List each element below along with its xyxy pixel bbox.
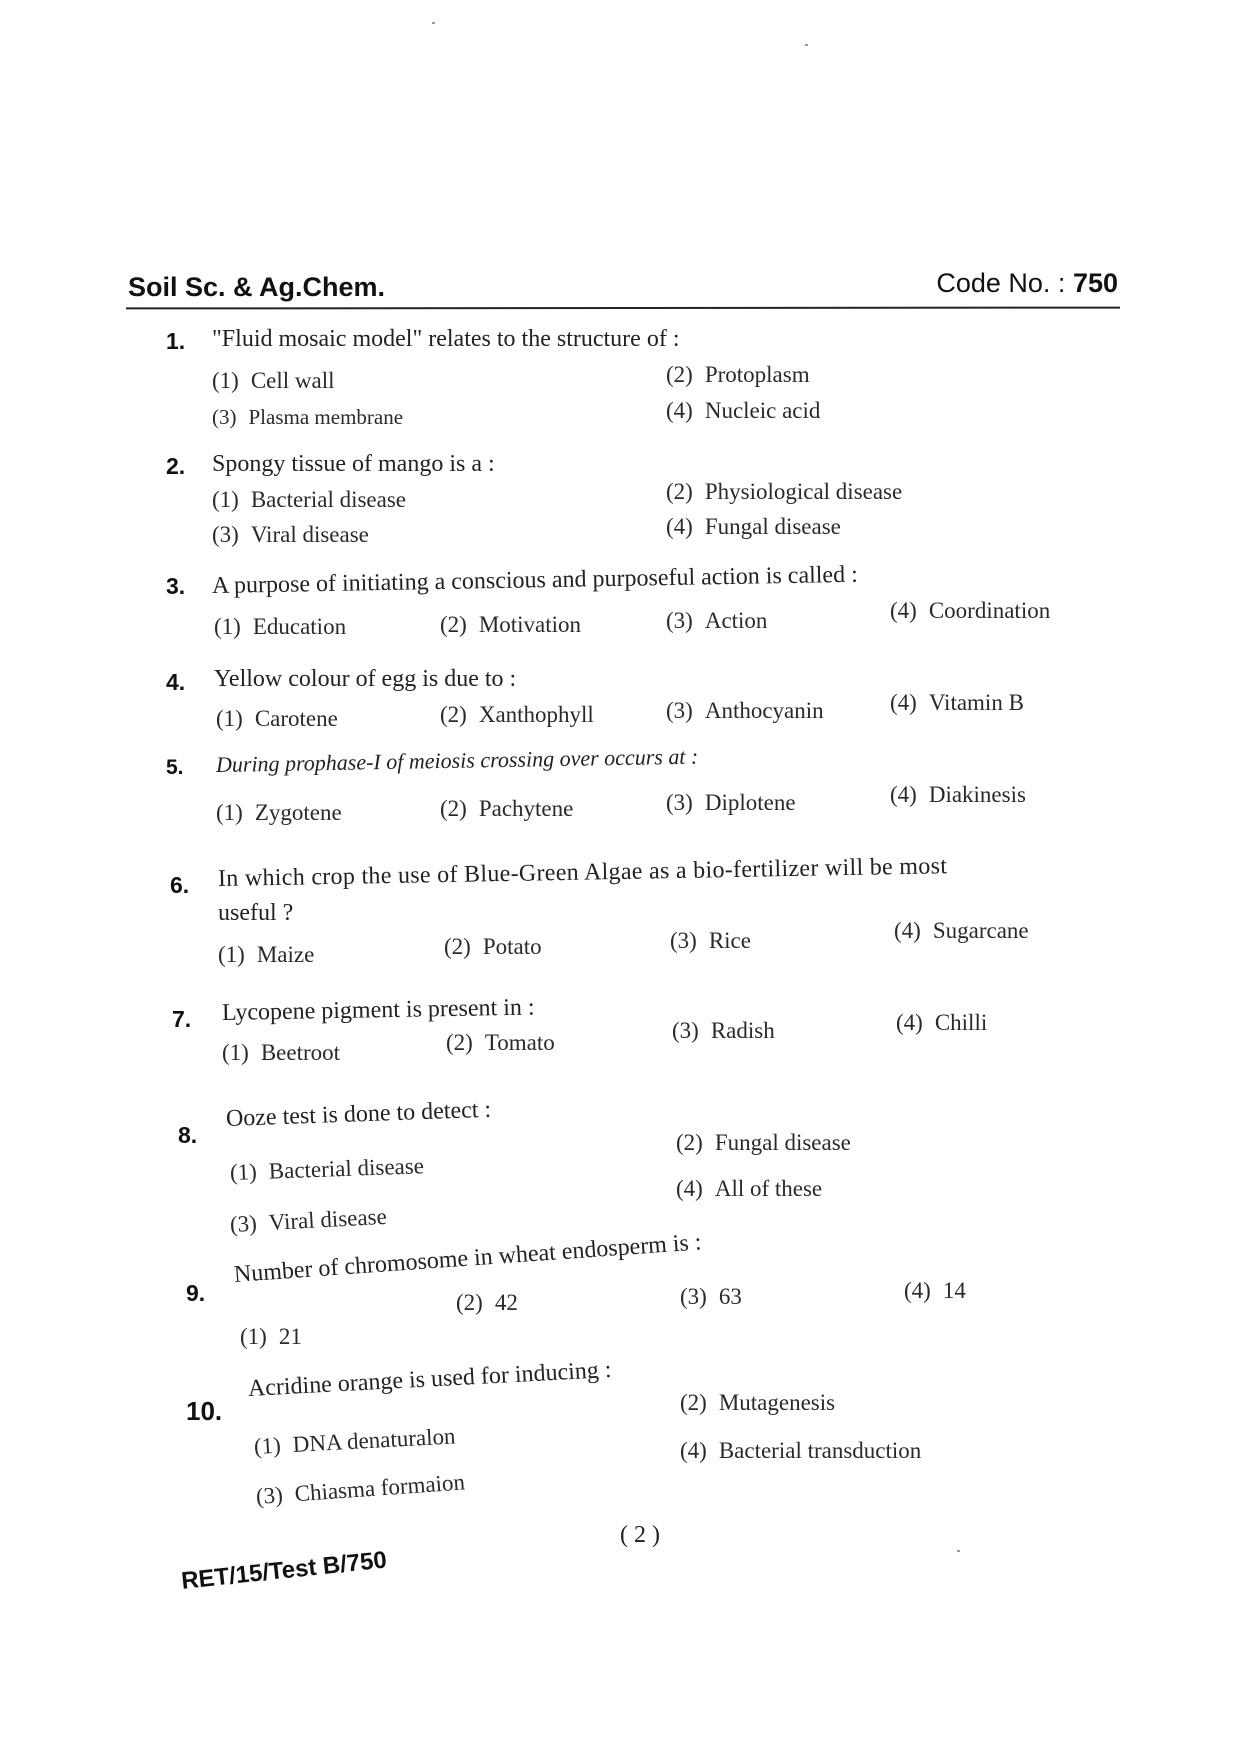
question-text: In which crop the use of Blue-Green Algae as a bio-fertilizer will be most xyxy=(217,853,948,892)
option-2: (2) Physiological disease xyxy=(666,479,903,504)
option-1: (1) Cell wall xyxy=(212,368,335,393)
option-4: (4) Chilli xyxy=(896,1010,988,1035)
question-text: Acridine orange is used for inducing : xyxy=(247,1356,613,1402)
question-number: 8. xyxy=(178,1122,198,1148)
option-2: (2) Motivation xyxy=(440,612,582,637)
question-text-continued: useful ? xyxy=(218,900,294,926)
question-number: 3. xyxy=(166,573,186,599)
option-3: (3) Action xyxy=(666,608,768,633)
question-number: 10. xyxy=(186,1396,223,1426)
footer-test-code: RET/15/Test B/750 xyxy=(180,1546,389,1595)
option-2: (2) Tomato xyxy=(446,1030,555,1055)
scan-speck xyxy=(432,22,435,24)
option-1: (1) 21 xyxy=(240,1324,302,1349)
code-label: Code No. : xyxy=(936,268,1066,298)
option-2: (2) Pachytene xyxy=(440,796,574,821)
header-rule xyxy=(126,307,1120,310)
question-text: A purpose of initiating a conscious and purposeful action is called : xyxy=(211,561,858,599)
question-text: Lycopene pigment is present in : xyxy=(221,994,535,1026)
option-3: (3) Plasma membrane xyxy=(212,405,404,429)
option-2: (2) Protoplasm xyxy=(666,362,810,387)
option-3: (3) Anthocyanin xyxy=(666,698,824,723)
page-number: ( 2 ) xyxy=(620,1522,660,1548)
option-4: (4) Sugarcane xyxy=(894,918,1029,943)
option-2: (2) Potato xyxy=(444,934,542,959)
option-1: (1) Bacterial disease xyxy=(212,487,406,512)
question-text: Number of chromosome in wheat endosperm is : xyxy=(233,1229,703,1288)
option-1: (1) Maize xyxy=(218,942,315,967)
option-2: (2) Xanthophyll xyxy=(440,702,594,727)
option-4: (4) Bacterial transduction xyxy=(680,1438,922,1463)
option-2: (2) Mutagenesis xyxy=(680,1390,836,1415)
option-1: (1) Education xyxy=(214,614,347,639)
question-text: Ooze test is done to detect : xyxy=(225,1096,492,1132)
option-4: (4) All of these xyxy=(676,1176,823,1201)
code-value: 750 xyxy=(1072,268,1118,298)
option-1: (1) Bacterial disease xyxy=(229,1153,425,1185)
option-3: (3) 63 xyxy=(680,1284,742,1309)
option-4: (4) Diakinesis xyxy=(890,782,1026,807)
page-header xyxy=(128,268,1118,308)
option-3: (3) Chiasma formaion xyxy=(255,1469,466,1509)
question-text: Yellow colour of egg is due to : xyxy=(214,666,517,692)
option-4: (4) 14 xyxy=(904,1278,966,1303)
code-number xyxy=(936,268,1118,299)
question-text: "Fluid mosaic model" relates to the structure of : xyxy=(212,326,680,352)
subject-title: Soil Sc. & Ag.Chem. xyxy=(128,272,386,302)
question-text: During prophase-I of meiosis crossing over occurs at : xyxy=(215,743,699,777)
question-number: 6. xyxy=(170,872,190,898)
option-2: (2) 42 xyxy=(456,1290,518,1315)
question-number: 5. xyxy=(166,756,184,779)
question-number: 2. xyxy=(166,453,186,479)
option-1: (1) Carotene xyxy=(216,706,338,731)
question-number: 1. xyxy=(166,328,186,354)
option-3: (3) Viral disease xyxy=(212,522,369,547)
option-4: (4) Nucleic acid xyxy=(666,398,821,423)
scan-speck xyxy=(805,44,808,46)
option-3: (3) Rice xyxy=(670,928,751,953)
option-3: (3) Radish xyxy=(672,1018,775,1043)
option-2: (2) Fungal disease xyxy=(676,1130,851,1155)
question-number: 9. xyxy=(186,1280,206,1306)
option-4: (4) Coordination xyxy=(890,598,1051,623)
option-3: (3) Viral disease xyxy=(229,1203,388,1237)
scan-speck xyxy=(957,1550,960,1552)
option-4: (4) Fungal disease xyxy=(666,514,841,539)
question-number: 4. xyxy=(166,669,186,695)
question-number: 7. xyxy=(172,1006,192,1032)
option-4: (4) Vitamin B xyxy=(890,690,1024,715)
option-1: (1) Zygotene xyxy=(216,800,342,825)
question-text: Spongy tissue of mango is a : xyxy=(212,451,495,477)
option-1: (1) Beetroot xyxy=(222,1040,341,1065)
option-1: (1) DNA denaturalon xyxy=(253,1423,457,1459)
option-3: (3) Diplotene xyxy=(666,790,796,815)
